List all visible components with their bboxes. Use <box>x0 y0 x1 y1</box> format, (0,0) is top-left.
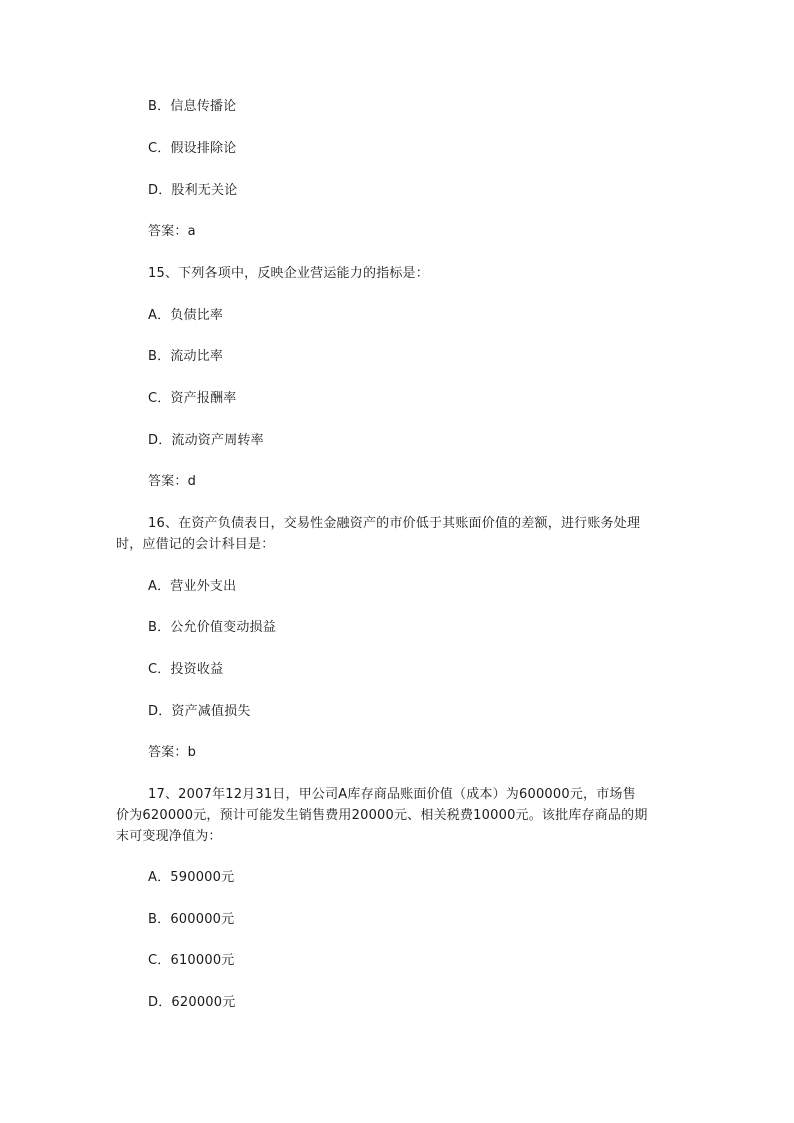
answer-line: 答案：d <box>148 474 197 489</box>
option-line: C．610000元 <box>148 953 235 968</box>
option-line: B．信息传播论 <box>148 99 237 114</box>
option-line: D．股利无关论 <box>148 183 238 198</box>
question-line: 价为620000元，预计可能发生销售费用20000元、相关税费10000元。该批库存商品的期 <box>116 808 648 823</box>
option-line: C．假设排除论 <box>148 141 237 156</box>
option-line: C．资产报酬率 <box>148 391 237 406</box>
option-line: B．流动比率 <box>148 349 224 364</box>
question-line: 15、下列各项中，反映企业营运能力的指标是： <box>148 266 429 281</box>
option-line: C．投资收益 <box>148 662 224 677</box>
question-line: 16、在资产负债表日，交易性金融资产的市价低于其账面价值的差额，进行账务处理 <box>148 516 641 531</box>
option-line: D．620000元 <box>148 995 236 1010</box>
answer-line: 答案：b <box>148 745 197 760</box>
option-line: B．600000元 <box>148 912 235 927</box>
question-line: 时，应借记的会计科目是： <box>116 537 275 552</box>
option-line: B．公允价值变动损益 <box>148 620 276 635</box>
question-line: 17、2007年12月31日，甲公司A库存商品账面价值（成本）为600000元，市场售 <box>148 787 636 802</box>
option-line: D．资产减值损失 <box>148 704 251 719</box>
option-line: A．营业外支出 <box>148 579 237 594</box>
question-line: 末可变现净值为： <box>116 829 222 844</box>
option-line: D．流动资产周转率 <box>148 433 264 448</box>
option-line: A．590000元 <box>148 870 235 885</box>
answer-line: 答案：a <box>148 224 196 239</box>
option-line: A．负债比率 <box>148 308 224 323</box>
